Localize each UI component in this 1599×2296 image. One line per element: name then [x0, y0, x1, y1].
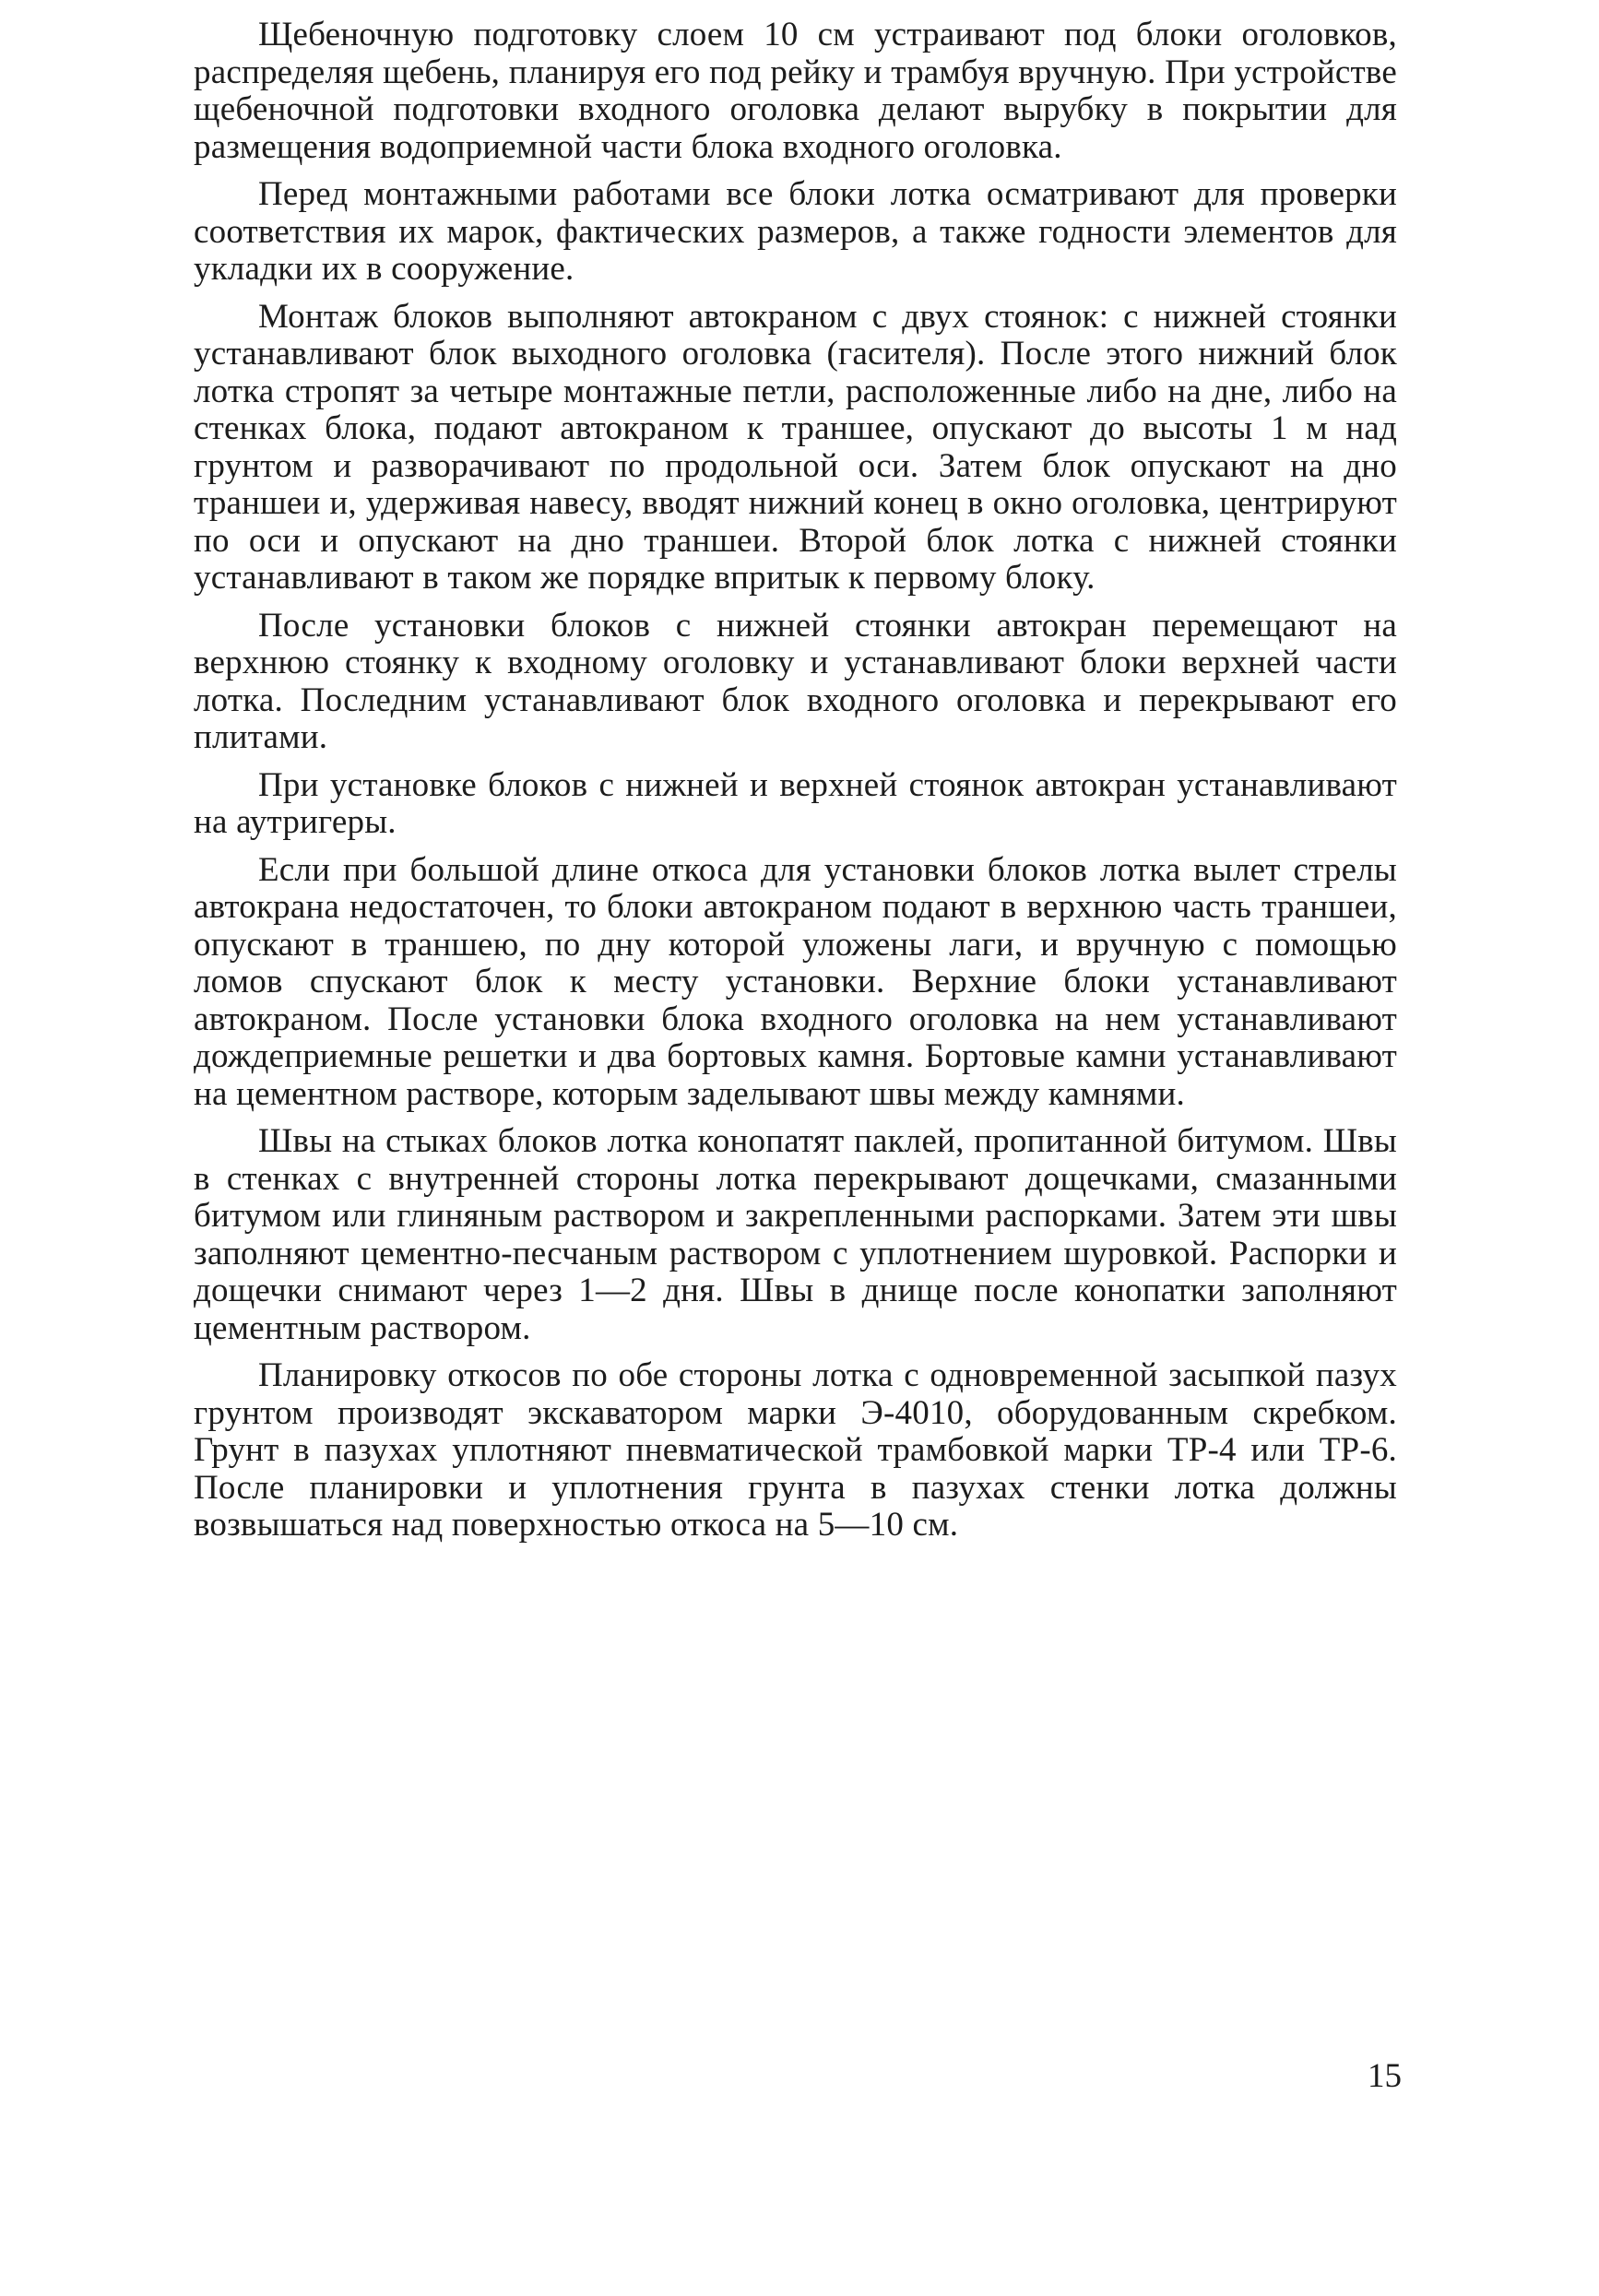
paragraph-4: После установки блоков с нижней стоянки автокран перемещают на верхнюю стоянку к входному оголовку и устанавливают блоки верхней части лотка. Последним устанавливают блок входного оголовка и перекрывают его плитами. [194, 606, 1397, 756]
paragraph-1: Щебеночную подготовку слоем 10 см устраивают под блоки оголовков, распределяя щебень, планируя его под рейку и трамбуя вручную. При устройстве щебеночной подготовки входного оголовка делают вырубку в покрытии для размещения водоприемной части блока входного оголовка. [194, 16, 1397, 166]
paragraph-6: Если при большой длине откоса для установки блоков лотка вылет стрелы автокрана недостаточен, то блоки автокраном подают в верхнюю часть траншеи, опускают в траншею, по дну которой уложены лаги, и вручную с помощью ломов спускают блок к месту установки. Верхние блоки устанавливают автокраном. После установки блока входного оголовка на нем устанавливают дождеприемные решетки и два бортовых камня. Бортовые камни устанавливают на цементном растворе, которым заделывают швы между камнями. [194, 850, 1397, 1113]
paragraph-8: Планировку откосов по обе стороны лотка с одновременной засыпкой пазух грунтом производят экскаватором марки Э-4010, оборудованным скребком. Грунт в пазухах уплотняют пневматической трамбовкой марки ТР-4 или ТР-6. После планировки и уплотнения грунта в пазухах стенки лотка должны возвышаться над поверхностью откоса на 5—10 см. [194, 1356, 1397, 1544]
page-number: 15 [1368, 2057, 1402, 2095]
paragraph-7: Швы на стыках блоков лотка конопатят паклей, пропитанной битумом. Швы в стенках с внутренней стороны лотка перекрывают дощечками, смазанными битумом или глиняным раствором и закрепленными распорками. Затем эти швы заполняют цементно-песчаным раствором с уплотнением шуровкой. Распорки и дощечки снимают через 1—2 дня. Швы в днище после конопатки заполняют цементным раствором. [194, 1122, 1397, 1347]
paragraph-5: При установке блоков с нижней и верхней стоянок автокран устанавливают на аутригеры. [194, 765, 1397, 841]
page-body [194, 17, 1397, 1555]
paragraph-3: Монтаж блоков выполняют автокраном с двух стоянок: с нижней стоянки устанавливают блок выходного оголовка (гасителя). После этого нижний блок лотка стропят за четыре монтажные петли, расположенные либо на дне, либо на стенках блока, подают автокраном к траншее, опускают до высоты 1 м над грунтом и разворачивают по продольной оси. Затем блок опускают на дно траншеи и, удерживая навесу, вводят нижний конец в окно оголовка, центрируют по оси и опускают на дно траншеи. Второй блок лотка с нижней стоянки устанавливают в таком же порядке впритык к первому блоку. [194, 297, 1397, 597]
paragraph-2: Перед монтажными работами все блоки лотка осматривают для проверки соответствия их марок, фактических размеров, а также годности элементов для укладки их в сооружение. [194, 175, 1397, 288]
